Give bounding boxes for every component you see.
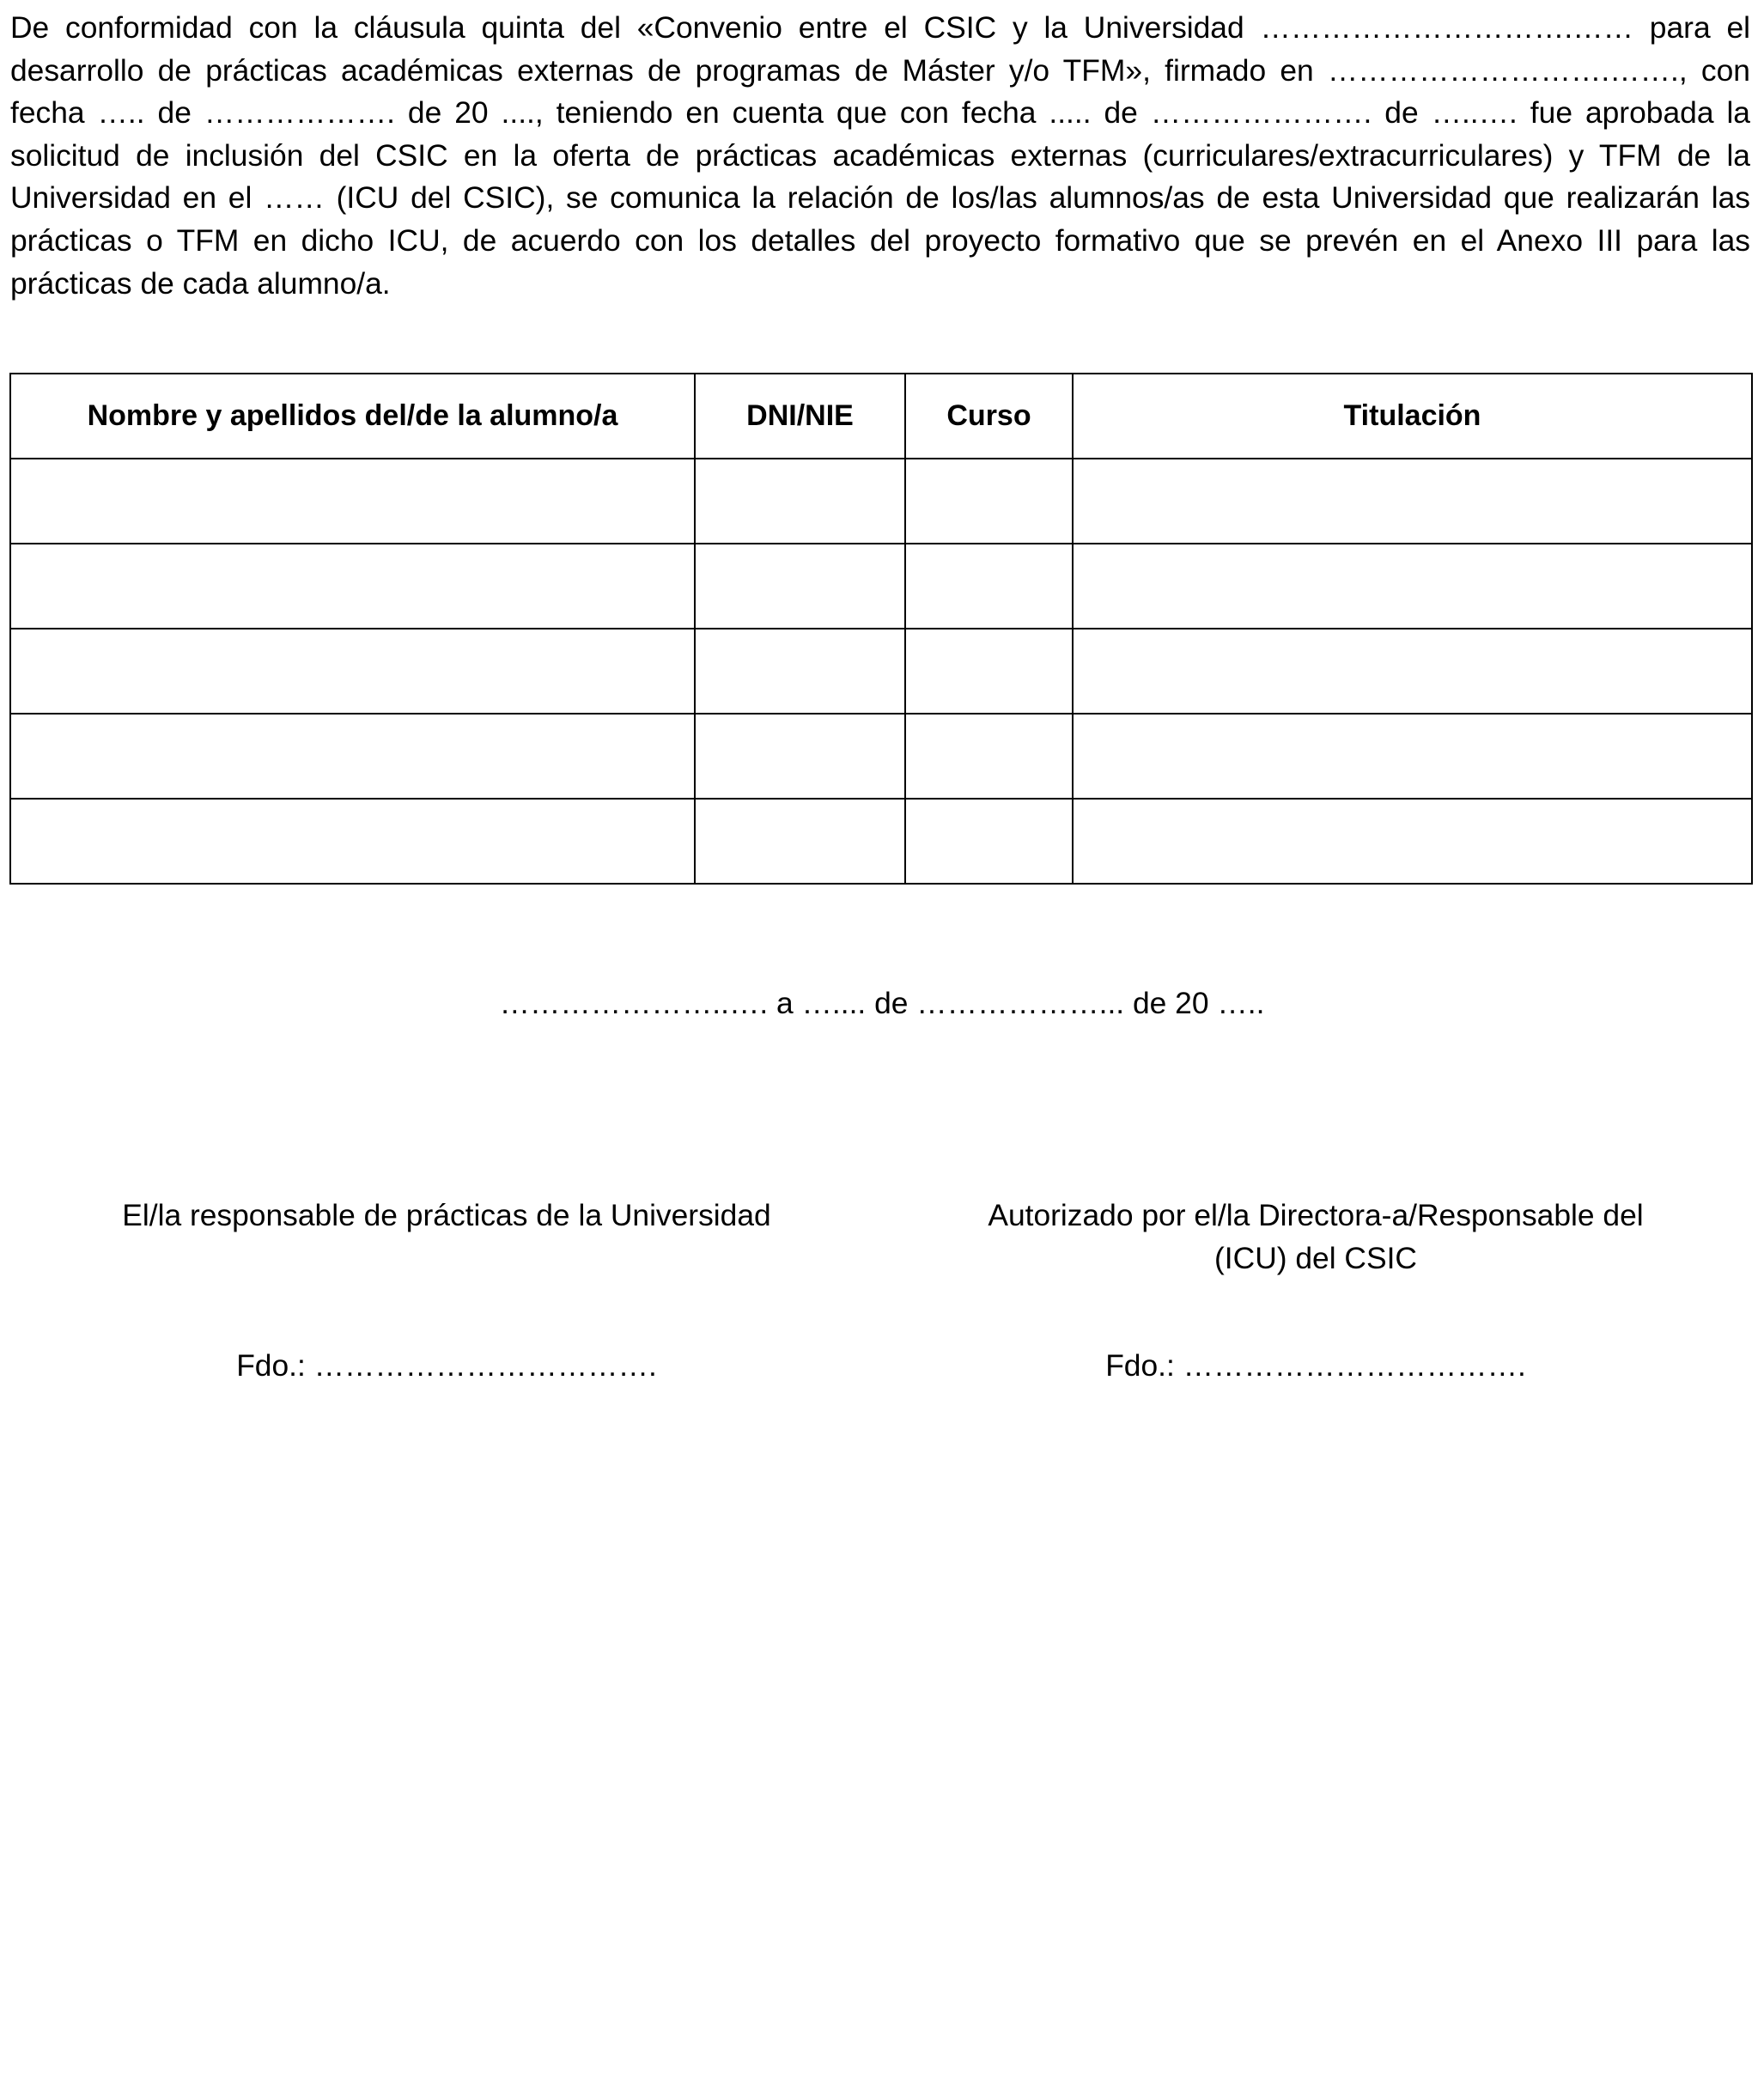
cell-nombre[interactable] (10, 544, 695, 629)
csic-signature-line: Fdo.: ……………………………. (1105, 1348, 1526, 1383)
csic-signatory-title-line1: Autorizado por el/la Directora-a/Responsable del (988, 1198, 1644, 1232)
table-row (10, 544, 1752, 629)
cell-curso[interactable] (905, 544, 1073, 629)
header-dni: DNI/NIE (695, 374, 905, 459)
cell-titulacion[interactable] (1073, 459, 1752, 544)
place-date-line: …………………..…. a ….... de ………………... de 20 ….. (499, 986, 1265, 1020)
cell-dni[interactable] (695, 714, 905, 799)
header-titulacion: Titulación (1073, 374, 1752, 459)
cell-dni[interactable] (695, 459, 905, 544)
cell-titulacion[interactable] (1073, 799, 1752, 884)
table-row (10, 714, 1752, 799)
header-nombre: Nombre y apellidos del/de la alumno/a (10, 374, 695, 459)
csic-signatory-title-line2: (ICU) del CSIC (1214, 1240, 1417, 1275)
cell-titulacion[interactable] (1073, 714, 1752, 799)
students-table (9, 373, 1753, 885)
cell-titulacion[interactable] (1073, 544, 1752, 629)
cell-curso[interactable] (905, 459, 1073, 544)
table-row (10, 459, 1752, 544)
cell-titulacion[interactable] (1073, 629, 1752, 714)
table-row (10, 629, 1752, 714)
cell-dni[interactable] (695, 544, 905, 629)
table-header-row (10, 374, 1752, 459)
header-curso: Curso (905, 374, 1073, 459)
cell-curso[interactable] (905, 714, 1073, 799)
cell-nombre[interactable] (10, 459, 695, 544)
csic-signatory-title (921, 1195, 1711, 1280)
table-row (10, 799, 1752, 884)
cell-curso[interactable] (905, 629, 1073, 714)
cell-dni[interactable] (695, 629, 905, 714)
cell-curso[interactable] (905, 799, 1073, 884)
cell-nombre[interactable] (10, 714, 695, 799)
university-signatory-title: El/la responsable de prácticas de la Universidad (122, 1198, 771, 1232)
university-signature-line: Fdo.: ……………………………. (236, 1348, 657, 1383)
cell-nombre[interactable] (10, 799, 695, 884)
cell-nombre[interactable] (10, 629, 695, 714)
intro-paragraph: De conformidad con la cláusula quinta del «Convenio entre el CSIC y la Universidad ………………………….…… para el desarrollo de prácticas académicas externas de programas de Máster y/o TFM», firmado en ……………………….……., con fecha ….. de ………………. de 20 ...., teniendo en cuenta que con fecha ..... de …………………. de …..…. fue aprobada la solicitud de inclusión del CSIC en la oferta de prácticas académicas externas (curriculares/extracurriculares) y TFM de la Universidad en el …… (ICU del CSIC), se comunica la relación de los/las alumnos/as de esta Universidad que realizarán las prácticas o TFM en dicho ICU, de acuerdo con los detalles del proyecto formativo que se prevén en el Anexo III para las prácticas de cada alumno/a. (10, 10, 1750, 301)
cell-dni[interactable] (695, 799, 905, 884)
